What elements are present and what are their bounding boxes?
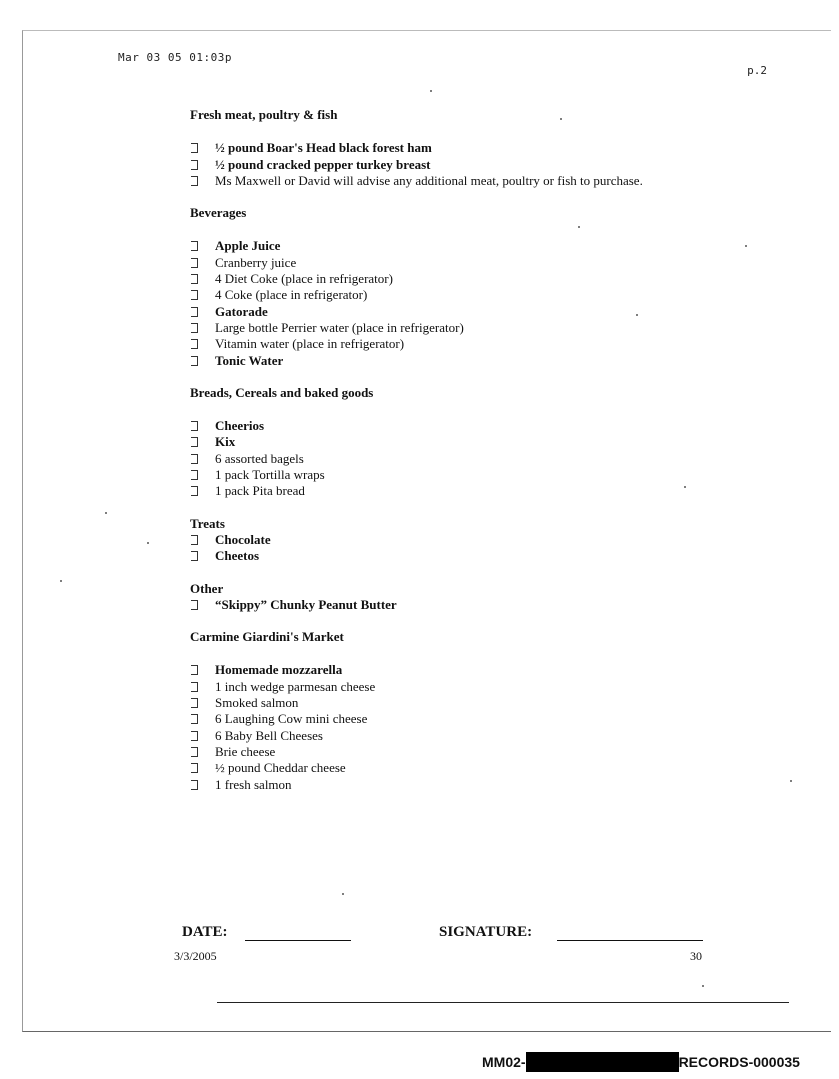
list-item: [190, 695, 770, 711]
bates-suffix: RECORDS-000035: [678, 1054, 800, 1070]
list-item: [190, 140, 770, 156]
list-item: [190, 255, 770, 271]
checkbox-icon: [191, 454, 198, 464]
list-item-text: 1 inch wedge parmesan cheese: [215, 678, 376, 694]
list-item: [190, 353, 770, 369]
checkbox-icon: [191, 241, 198, 251]
list-item: [190, 483, 770, 499]
list-section: [190, 107, 770, 189]
section-heading: Other: [190, 580, 224, 596]
list-item: [190, 728, 770, 744]
signature-label: SIGNATURE:: [439, 924, 533, 940]
checkbox-icon: [191, 763, 198, 773]
list-item: [190, 760, 770, 776]
list-item-text: 6 Baby Bell Cheeses: [215, 727, 323, 743]
list-item-text: Gatorade: [215, 303, 268, 319]
scan-speck: [342, 893, 344, 895]
list-section: [190, 629, 770, 793]
date-label: DATE:: [182, 924, 228, 940]
section-heading: Carmine Giardini's Market: [190, 629, 344, 645]
list-item: [190, 287, 770, 303]
list-item: [190, 597, 770, 613]
checkbox-icon: [191, 780, 198, 790]
checkbox-icon: [191, 258, 198, 268]
checkbox-icon: [191, 339, 198, 349]
scan-speck: [560, 118, 562, 120]
bates-stamp: [482, 1052, 800, 1072]
checkbox-icon: [191, 665, 198, 675]
list-item-text: Smoked salmon: [215, 695, 299, 711]
checkbox-icon: [191, 551, 198, 561]
list-item-text: 1 pack Tortilla wraps: [215, 467, 325, 483]
list-item: [190, 173, 770, 189]
list-item-text: Large bottle Perrier water (place in refrigerator): [215, 319, 464, 335]
scan-speck: [636, 314, 638, 316]
list-item-text: 6 assorted bagels: [215, 450, 304, 466]
list-item-text: Tonic Water: [215, 352, 284, 368]
checkbox-icon: [191, 486, 198, 496]
checkbox-icon: [191, 682, 198, 692]
scan-speck: [105, 512, 107, 514]
date-line: [245, 940, 351, 941]
signature-block: [172, 924, 712, 964]
list-item: [190, 271, 770, 287]
list-item-text: Cranberry juice: [215, 254, 297, 270]
section-heading: Beverages: [190, 205, 247, 221]
checkbox-icon: [191, 535, 198, 545]
redaction-box: [526, 1052, 679, 1072]
checkbox-icon: [191, 274, 198, 284]
list-item: [190, 304, 770, 320]
list-item-text: 1 pack Pita bread: [215, 483, 305, 499]
list-item-text: 1 fresh salmon: [215, 776, 292, 792]
list-item: [190, 777, 770, 793]
checkbox-icon: [191, 323, 198, 333]
fax-page-number: p.2: [747, 64, 767, 77]
list-item-text: Apple Juice: [215, 238, 281, 254]
list-item-text: ½ pound Cheddar cheese: [215, 760, 346, 776]
list-item: [190, 157, 770, 173]
fax-timestamp: Mar 03 05 01:03p: [118, 51, 232, 64]
list-item: [190, 679, 770, 695]
list-item: [190, 418, 770, 434]
list-item-text: Vitamin water (place in refrigerator): [215, 336, 405, 352]
list-item: [190, 711, 770, 727]
list-item: [190, 467, 770, 483]
checkbox-icon: [191, 176, 198, 186]
list-section: [190, 516, 770, 565]
list-item: [190, 532, 770, 548]
checkbox-icon: [191, 356, 198, 366]
shopping-list: [190, 107, 770, 809]
list-item-text: Ms Maxwell or David will advise any additional meat, poultry or fish to purchase.: [215, 172, 643, 188]
checkbox-icon: [191, 698, 198, 708]
page-number: 30: [690, 949, 702, 963]
list-item-text: ½ pound Boar's Head black forest ham: [215, 140, 432, 156]
checkbox-icon: [191, 470, 198, 480]
list-item-text: 4 Coke (place in refrigerator): [215, 287, 368, 303]
scan-speck: [430, 90, 432, 92]
list-item-text: 6 Laughing Cow mini cheese: [215, 711, 368, 727]
section-heading: Treats: [190, 515, 225, 531]
signature-line: [557, 940, 703, 941]
checkbox-icon: [191, 290, 198, 300]
bottom-rule: [217, 1002, 789, 1003]
scan-speck: [702, 985, 704, 987]
list-item-text: Homemade mozzarella: [215, 662, 343, 678]
scan-speck: [578, 226, 580, 228]
list-item: [190, 336, 770, 352]
checkbox-icon: [191, 731, 198, 741]
checkbox-icon: [191, 714, 198, 724]
date-value: 3/3/2005: [174, 949, 217, 963]
list-item-text: Brie cheese: [215, 743, 276, 759]
list-item: [190, 238, 770, 254]
scan-speck: [790, 780, 792, 782]
list-item-text: Kix: [215, 434, 236, 450]
list-item: [190, 320, 770, 336]
checkbox-icon: [191, 600, 198, 610]
list-section: [190, 581, 770, 614]
list-item-text: “Skippy” Chunky Peanut Butter: [215, 596, 397, 612]
checkbox-icon: [191, 143, 198, 153]
scan-speck: [684, 486, 686, 488]
list-section: [190, 205, 770, 369]
list-item: [190, 451, 770, 467]
checkbox-icon: [191, 307, 198, 317]
list-section: [190, 385, 770, 500]
section-heading: Breads, Cereals and baked goods: [190, 384, 374, 400]
list-item: [190, 434, 770, 450]
bates-prefix: MM02-: [482, 1054, 526, 1070]
scan-speck: [60, 580, 62, 582]
checkbox-icon: [191, 437, 198, 447]
list-item-text: ½ pound cracked pepper turkey breast: [215, 156, 431, 172]
list-item-text: Chocolate: [215, 531, 271, 547]
list-item-text: Cheerios: [215, 418, 265, 434]
list-item-text: 4 Diet Coke (place in refrigerator): [215, 271, 393, 287]
list-item-text: Cheetos: [215, 548, 260, 564]
checkbox-icon: [191, 747, 198, 757]
list-item: [190, 744, 770, 760]
list-item: [190, 548, 770, 564]
section-heading: Fresh meat, poultry & fish: [190, 107, 338, 122]
checkbox-icon: [191, 421, 198, 431]
checkbox-icon: [191, 160, 198, 170]
scan-speck: [745, 245, 747, 247]
list-item: [190, 662, 770, 678]
scan-speck: [147, 542, 149, 544]
